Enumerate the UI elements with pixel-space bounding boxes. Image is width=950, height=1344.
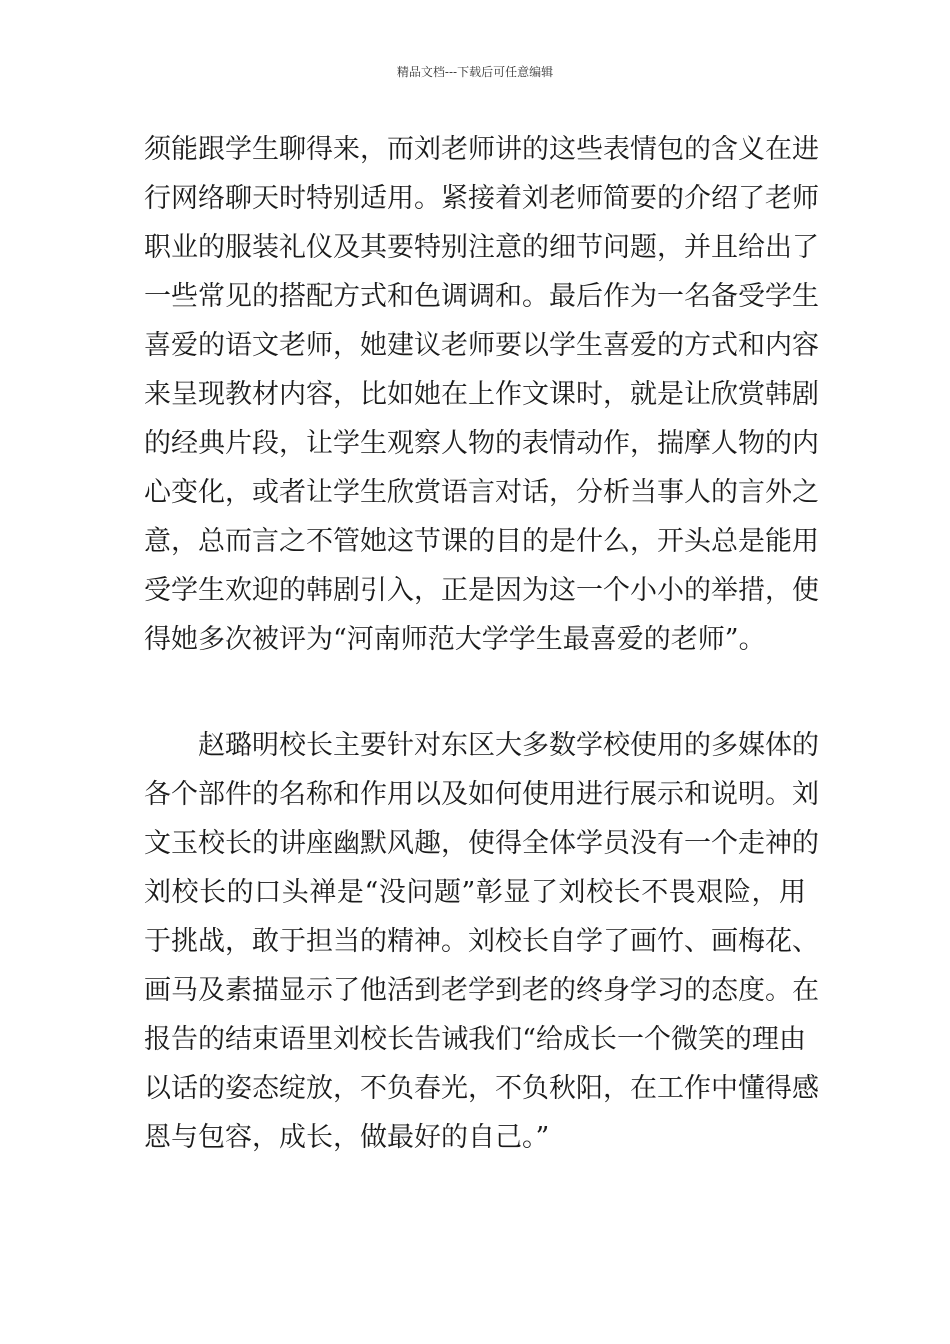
text-line: 的经典片段，让学生观察人物的表情动作，揣摩人物的内 [144,428,819,459]
text-line: 意，总而言之不管她这节课的目的是什么，开头总是能用 [144,526,819,557]
text-line: 以话的姿态绽放，不负春光，不负秋阳，在工作中懂得感 [144,1073,819,1104]
text-line: 须能跟学生聊得来，而刘老师讲的这些表情包的含义在进 [144,134,819,165]
text-line: 来呈现教材内容，比如她在上作文课时，就是让欣赏韩剧 [144,379,819,410]
text-line: 职业的服装礼仪及其要特别注意的细节问题，并且给出了 [144,232,819,263]
page-header: 精品文档---下载后可任意编辑 [396,65,554,79]
text-line: 一些常见的搭配方式和色调调和。最后作为一名备受学生 [144,281,819,312]
text-line: 各个部件的名称和作用以及如何使用进行展示和说明。刘 [144,779,819,810]
text-line: 喜爱的语文老师，她建议老师要以学生喜爱的方式和内容 [144,330,819,361]
text-line: 于挑战，敢于担当的精神。刘校长自学了画竹、画梅花、 [144,926,819,957]
text-line: 受学生欢迎的韩剧引入，正是因为这一个小小的举措，使 [144,575,819,606]
text-line: 刘校长的口头禅是“没问题”彰显了刘校长不畏艰险，用 [144,877,806,908]
text-line: 赵璐明校长主要针对东区大多数学校使用的多媒体的 [198,730,819,761]
text-line: 恩与包容，成长，做最好的自己。” [144,1122,550,1153]
text-line: 画马及素描显示了他活到老学到老的终身学习的态度。在 [144,975,819,1006]
text-line: 得她多次被评为“河南师范大学学生最喜爱的老师”。 [144,624,766,655]
text-line: 报告的结束语里刘校长告诫我们“给成长一个微笑的理由 [144,1024,806,1055]
text-line: 行网络聊天时特别适用。紧接着刘老师简要的介绍了老师 [144,183,819,214]
text-line: 文玉校长的讲座幽默风趣，使得全体学员没有一个走神的 [144,828,819,859]
text-line: 心变化，或者让学生欣赏语言对话，分析当事人的言外之 [144,477,819,508]
